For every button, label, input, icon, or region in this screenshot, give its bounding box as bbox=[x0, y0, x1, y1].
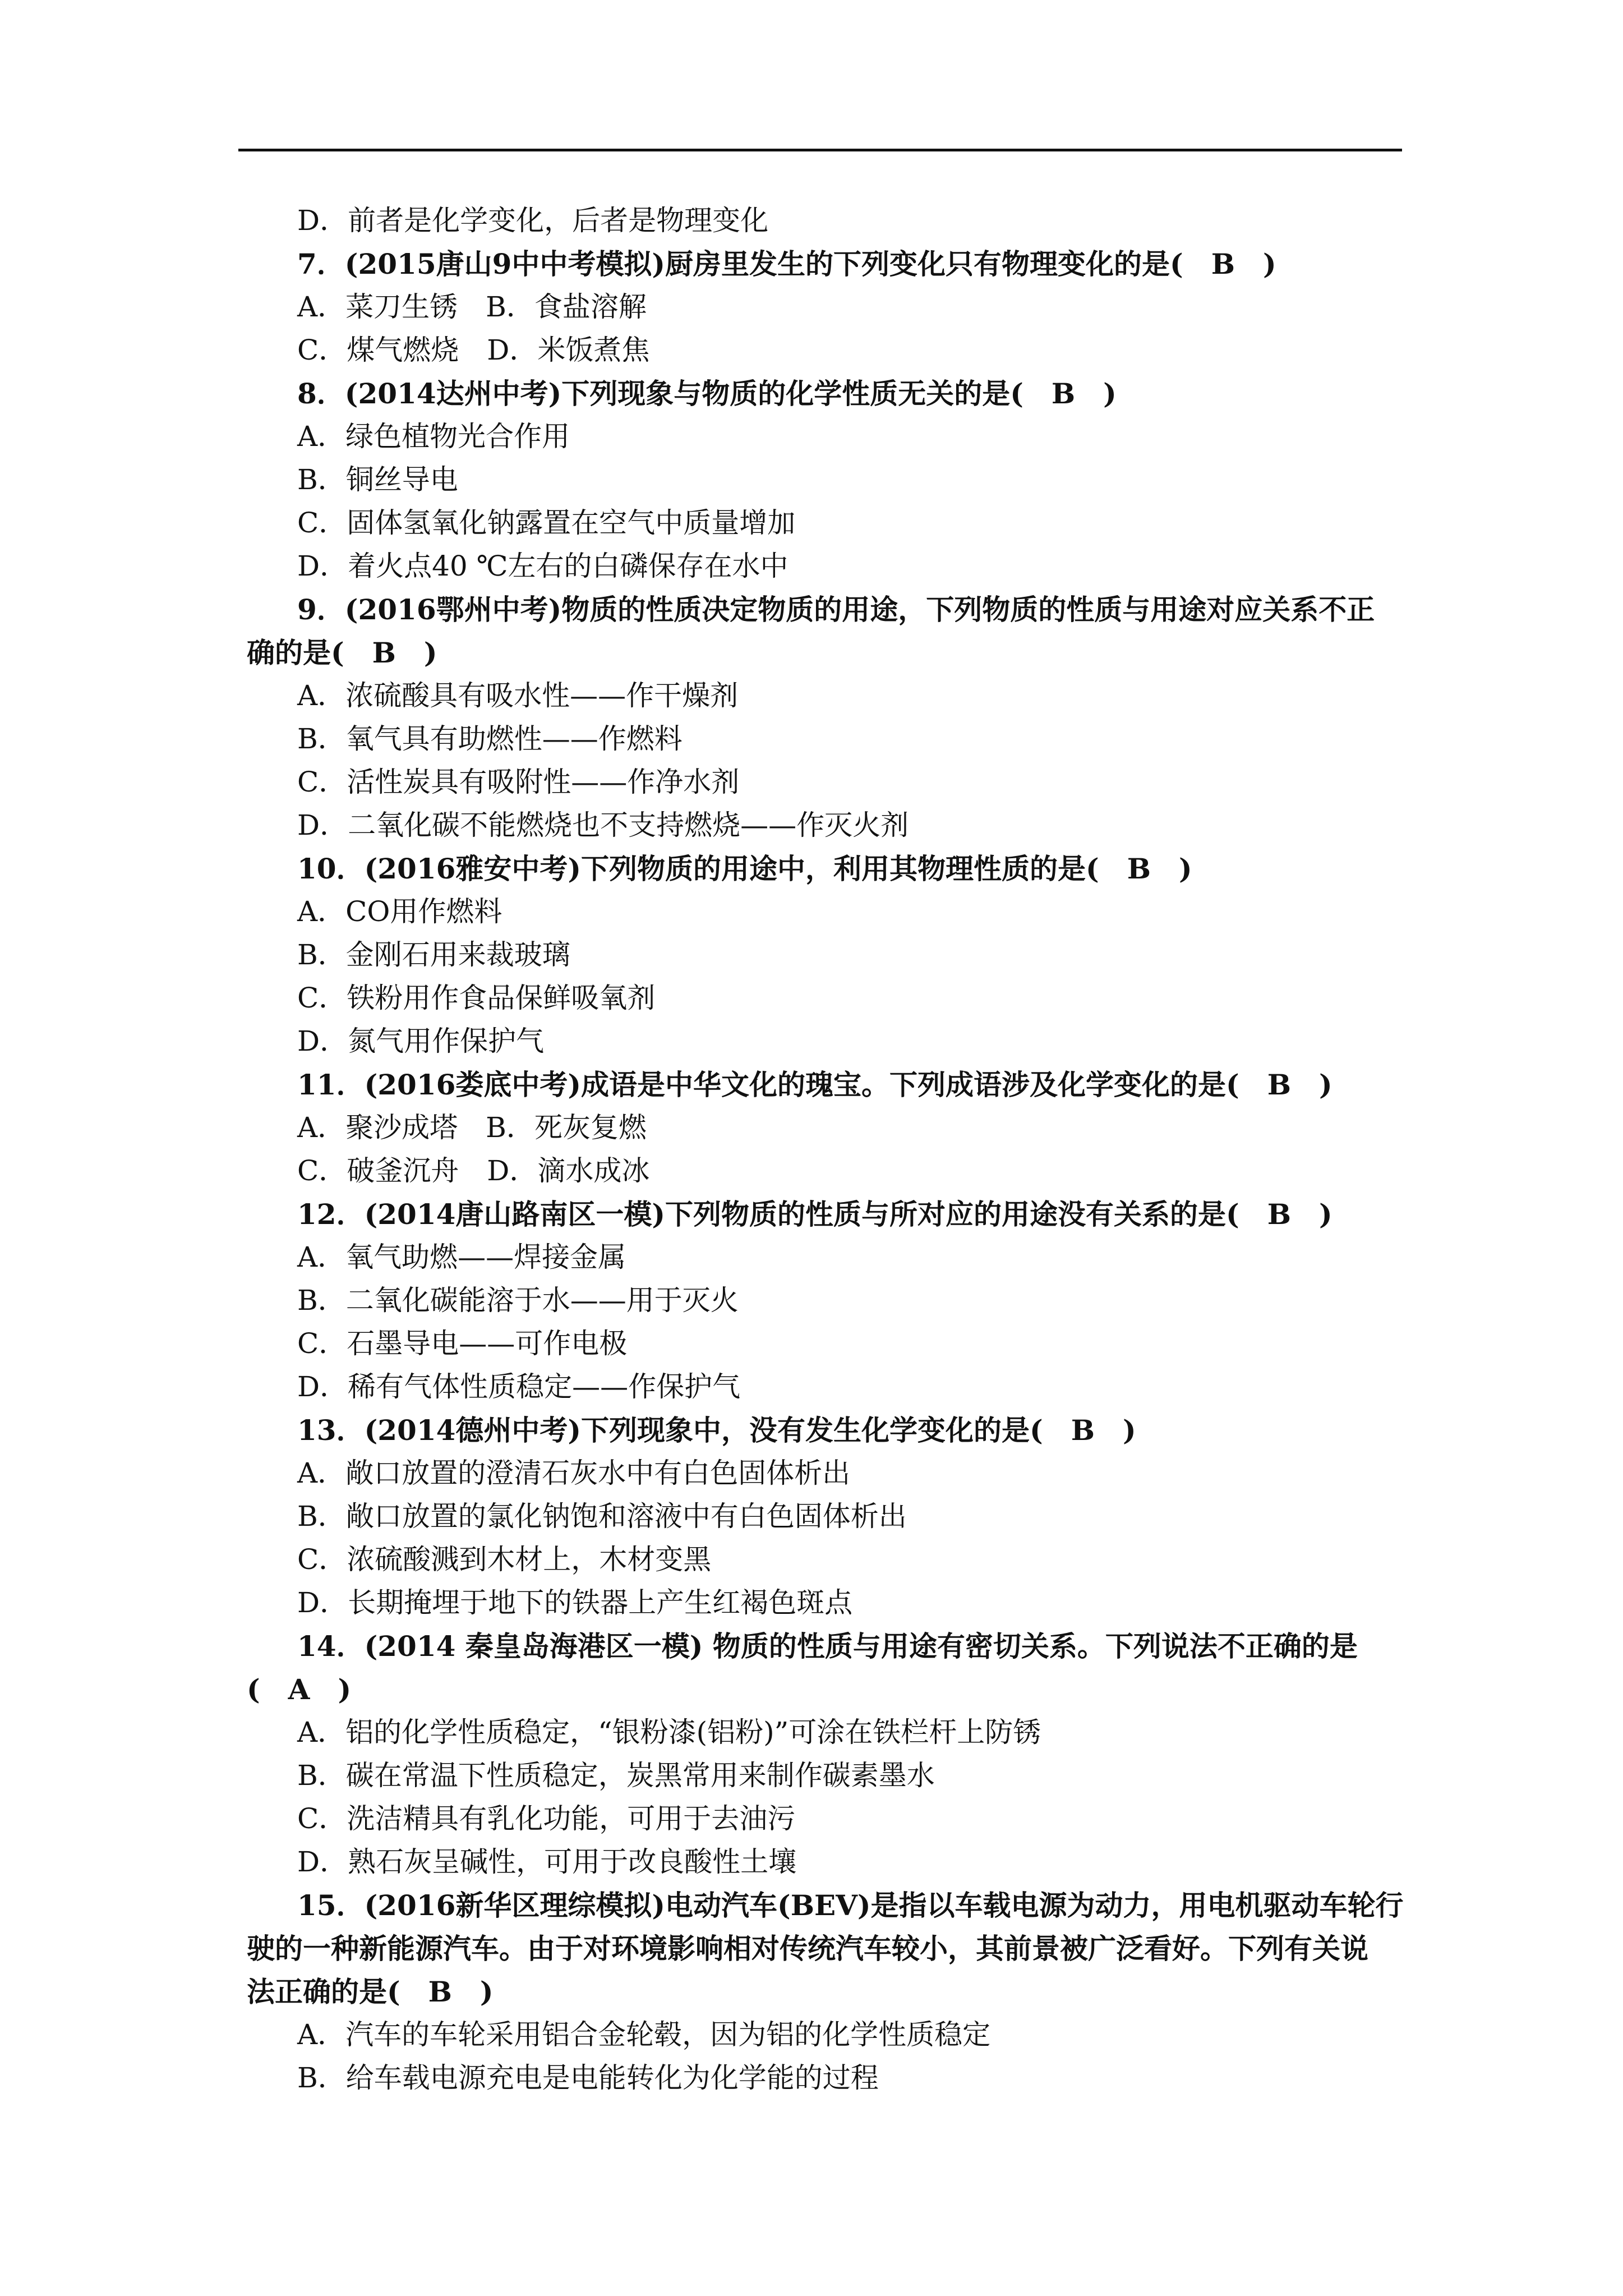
answer-option: A．聚沙成塔 B．死灰复燃 bbox=[297, 1111, 647, 1144]
answer-option: C．铁粉用作食品保鲜吸氧剂 bbox=[297, 982, 656, 1014]
answer-option: D．前者是化学变化，后者是物理变化 bbox=[297, 204, 769, 237]
answer-option: A．CO用作燃料 bbox=[297, 895, 502, 928]
answer-option: D．熟石灰呈碱性，可用于改良酸性土壤 bbox=[297, 1846, 797, 1878]
answer-option: B．给车载电源充电是电能转化为化学能的过程 bbox=[297, 2062, 879, 2094]
answer-option: A．敞口放置的澄清石灰水中有白色固体析出 bbox=[297, 1457, 851, 1489]
answer-option: A．浓硫酸具有吸水性——作干燥剂 bbox=[297, 679, 739, 712]
question-stem-continuation: 法正确的是( B ) bbox=[247, 1975, 494, 2008]
answer-option: C．破釜沉舟 D．滴水成冰 bbox=[297, 1154, 650, 1187]
question-stem: 13．(2014德州中考)下列现象中，没有发生化学变化的是( B ) bbox=[297, 1414, 1136, 1447]
answer-option: A．铝的化学性质稳定，“银粉漆(铝粉)”可涂在铁栏杆上防锈 bbox=[297, 1716, 1041, 1749]
answer-option: A．绿色植物光合作用 bbox=[297, 420, 570, 453]
answer-option: B．金刚石用来裁玻璃 bbox=[297, 938, 570, 971]
question-stem: 14．(2014 秦皇岛海港区一模) 物质的性质与用途有密切关系。下列说法不正确的是 bbox=[297, 1630, 1358, 1663]
question-stem-continuation: 确的是( B ) bbox=[247, 636, 437, 669]
answer-option: C．浓硫酸溅到木材上，木材变黑 bbox=[297, 1543, 712, 1576]
answer-option: A．汽车的车轮采用铝合金轮毂，因为铝的化学性质稳定 bbox=[297, 2018, 991, 2051]
question-stem: 12．(2014唐山路南区一模)下列物质的性质与所对应的用途没有关系的是( B ) bbox=[297, 1198, 1332, 1231]
answer-option: D．二氧化碳不能燃烧也不支持燃烧——作灭火剂 bbox=[297, 809, 909, 841]
answer-option: C．洗洁精具有乳化功能，可用于去油污 bbox=[297, 1802, 796, 1835]
answer-option: D．着火点40 ℃左右的白磷保存在水中 bbox=[297, 550, 789, 582]
answer-option: C．煤气燃烧 D．米饭煮焦 bbox=[297, 334, 650, 366]
question-stem: 15．(2016新华区理综模拟)电动汽车(BEV)是指以车载电源为动力，用电机驱动车轮行 bbox=[297, 1889, 1404, 1922]
answer-option: C．活性炭具有吸附性——作净水剂 bbox=[297, 766, 740, 798]
question-stem: 9．(2016鄂州中考)物质的性质决定物质的用途，下列物质的性质与用途对应关系不正 bbox=[297, 593, 1375, 626]
answer-option: C．石墨导电——可作电极 bbox=[297, 1327, 628, 1360]
answer-option: B．铜丝导电 bbox=[297, 463, 458, 496]
answer-option: D．氮气用作保护气 bbox=[297, 1025, 545, 1057]
header-rule bbox=[238, 149, 1402, 151]
answer-option: B．碳在常温下性质稳定，炭黑常用来制作碳素墨水 bbox=[297, 1759, 935, 1792]
answer-option: A．菜刀生锈 B．食盐溶解 bbox=[297, 291, 647, 323]
question-stem: 10．(2016雅安中考)下列物质的用途中，利用其物理性质的是( B ) bbox=[297, 852, 1192, 885]
question-stem: 11．(2016娄底中考)成语是中华文化的瑰宝。下列成语涉及化学变化的是( B ) bbox=[297, 1068, 1332, 1101]
question-stem-continuation: 驶的一种新能源汽车。由于对环境影响相对传统汽车较小，其前景被广泛看好。下列有关说 bbox=[247, 1932, 1368, 1965]
answer-option: D．稀有气体性质稳定——作保护气 bbox=[297, 1370, 741, 1403]
question-stem: 8．(2014达州中考)下列现象与物质的化学性质无关的是( B ) bbox=[297, 377, 1117, 410]
question-stem: 7．(2015唐山9中中考模拟)厨房里发生的下列变化只有物理变化的是( B ) bbox=[297, 247, 1276, 280]
answer-option: D．长期掩埋于地下的铁器上产生红褐色斑点 bbox=[297, 1586, 853, 1619]
answer-option: B．敞口放置的氯化钠饱和溶液中有白色固体析出 bbox=[297, 1500, 907, 1533]
answer-option: A．氧气助燃——焊接金属 bbox=[297, 1241, 626, 1273]
answer-option: B．氧气具有助燃性——作燃料 bbox=[297, 723, 683, 755]
question-stem-continuation: ( A ) bbox=[247, 1673, 352, 1706]
document-body bbox=[247, 199, 1402, 2100]
answer-option: B．二氧化碳能溶于水——用于灭火 bbox=[297, 1284, 739, 1317]
answer-option: C．固体氢氧化钠露置在空气中质量增加 bbox=[297, 507, 796, 539]
